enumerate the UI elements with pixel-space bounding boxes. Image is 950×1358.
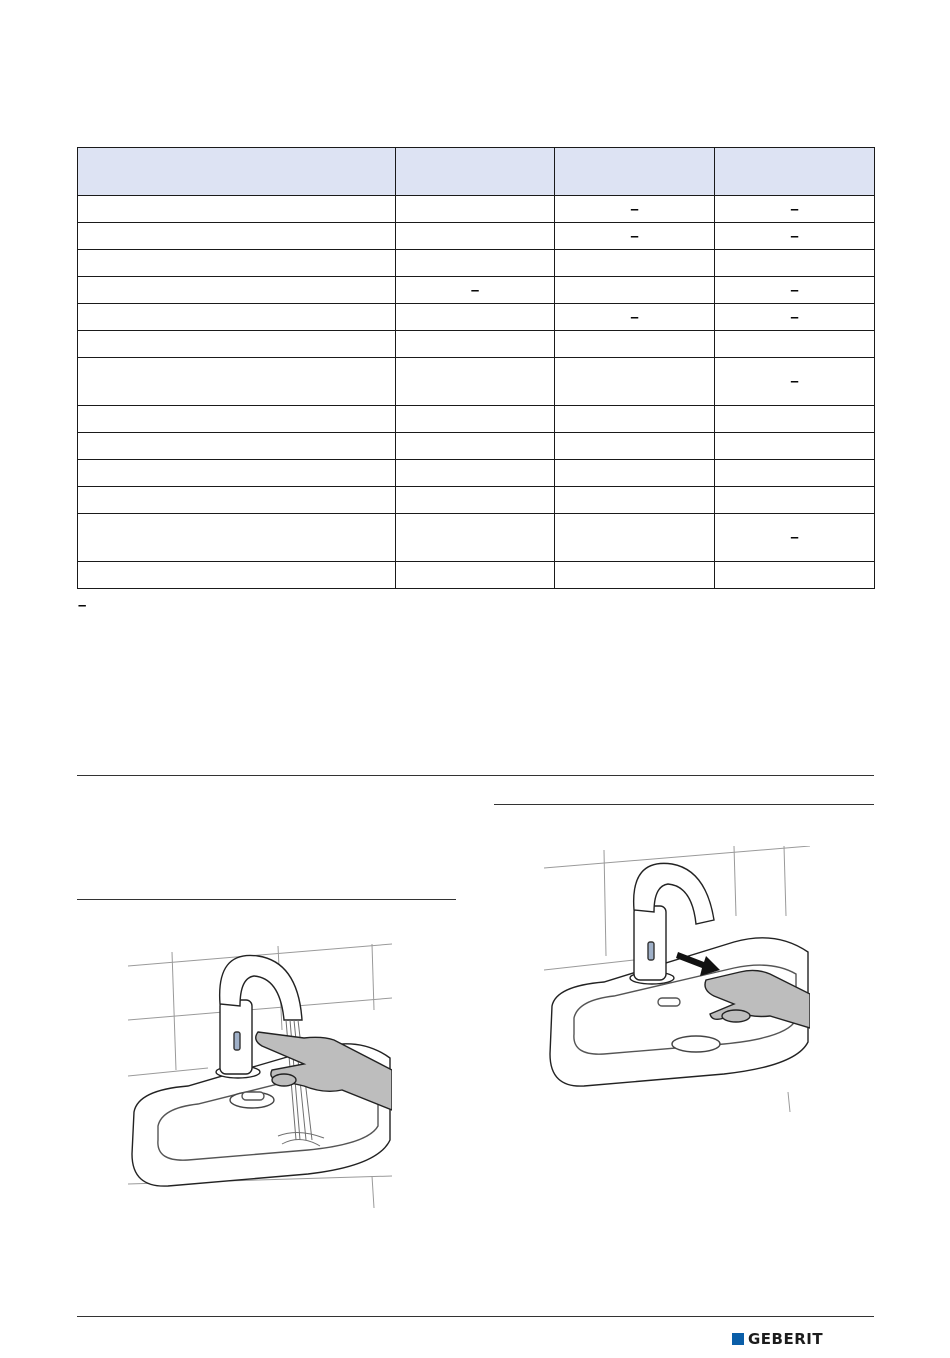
- table-cell: –: [396, 277, 555, 304]
- table-cell: –: [715, 223, 875, 250]
- table-cell: [555, 487, 715, 514]
- section-divider: [77, 775, 874, 776]
- table-cell: [555, 277, 715, 304]
- table-cell: [78, 250, 396, 277]
- table-row: [78, 223, 875, 250]
- table-cell: [396, 514, 555, 562]
- table-row: [78, 406, 875, 433]
- table-cell: [78, 406, 396, 433]
- table-row: [78, 562, 875, 589]
- table-cell: [555, 460, 715, 487]
- table-row: [78, 196, 875, 223]
- header-cell: [396, 148, 555, 196]
- table-cell: [78, 514, 396, 562]
- table-row: [78, 514, 875, 562]
- table-cell: –: [555, 304, 715, 331]
- footnote-marker: –: [78, 597, 87, 614]
- table-cell: [396, 433, 555, 460]
- table-cell: [715, 406, 875, 433]
- header-cell: [555, 148, 715, 196]
- table-cell: –: [715, 304, 875, 331]
- logo-wordmark: GEBERIT: [748, 1330, 824, 1348]
- table-cell: –: [715, 358, 875, 406]
- table-row: [78, 250, 875, 277]
- table-cell: [78, 223, 396, 250]
- table-row: [78, 304, 875, 331]
- table-cell: –: [715, 196, 875, 223]
- table-cell: [396, 460, 555, 487]
- table-row: [78, 487, 875, 514]
- table-cell: [715, 562, 875, 589]
- table-cell: [396, 223, 555, 250]
- comparison-table: [77, 147, 875, 589]
- table-cell: [78, 304, 396, 331]
- table-cell: [555, 406, 715, 433]
- logo-square-icon: [732, 1333, 744, 1345]
- table-cell: [555, 331, 715, 358]
- table-cell: [78, 487, 396, 514]
- table-row: [78, 358, 875, 406]
- table-cell: [78, 460, 396, 487]
- table-cell: [78, 358, 396, 406]
- table-cell: [396, 562, 555, 589]
- table-row: [78, 331, 875, 358]
- table-cell: –: [715, 277, 875, 304]
- table-cell: –: [555, 196, 715, 223]
- footer-divider: [77, 1316, 874, 1317]
- table-cell: [555, 358, 715, 406]
- table-row: [78, 460, 875, 487]
- table-cell: [396, 250, 555, 277]
- table-cell: [715, 250, 875, 277]
- table-cell: [396, 406, 555, 433]
- table-cell: [555, 562, 715, 589]
- right-column-divider: [494, 804, 874, 805]
- table-cell: [555, 250, 715, 277]
- table-header: [78, 148, 875, 196]
- table-cell: [396, 487, 555, 514]
- table-cell: [396, 196, 555, 223]
- table-cell: [78, 277, 396, 304]
- header-cell: [715, 148, 875, 196]
- table-cell: [715, 433, 875, 460]
- table-cell: –: [715, 514, 875, 562]
- table-cell: [396, 358, 555, 406]
- table-row: [78, 277, 875, 304]
- table-cell: –: [555, 223, 715, 250]
- faucet-hand-withdrawing-icon: [544, 846, 810, 1112]
- table-row: [78, 433, 875, 460]
- table-cell: [396, 304, 555, 331]
- table-cell: [715, 460, 875, 487]
- table-cell: [78, 433, 396, 460]
- table-cell: [78, 196, 396, 223]
- table-cell: [396, 331, 555, 358]
- faucet-water-flowing-hand-icon: [128, 940, 392, 1208]
- table-body: [78, 196, 875, 589]
- table-cell: [555, 433, 715, 460]
- table-cell: [715, 487, 875, 514]
- table-cell: [78, 562, 396, 589]
- table-cell: [78, 331, 396, 358]
- geberit-logo: [732, 1331, 823, 1347]
- table-cell: [715, 331, 875, 358]
- table-cell: [555, 514, 715, 562]
- header-cell: [78, 148, 396, 196]
- left-column-divider: [77, 899, 456, 900]
